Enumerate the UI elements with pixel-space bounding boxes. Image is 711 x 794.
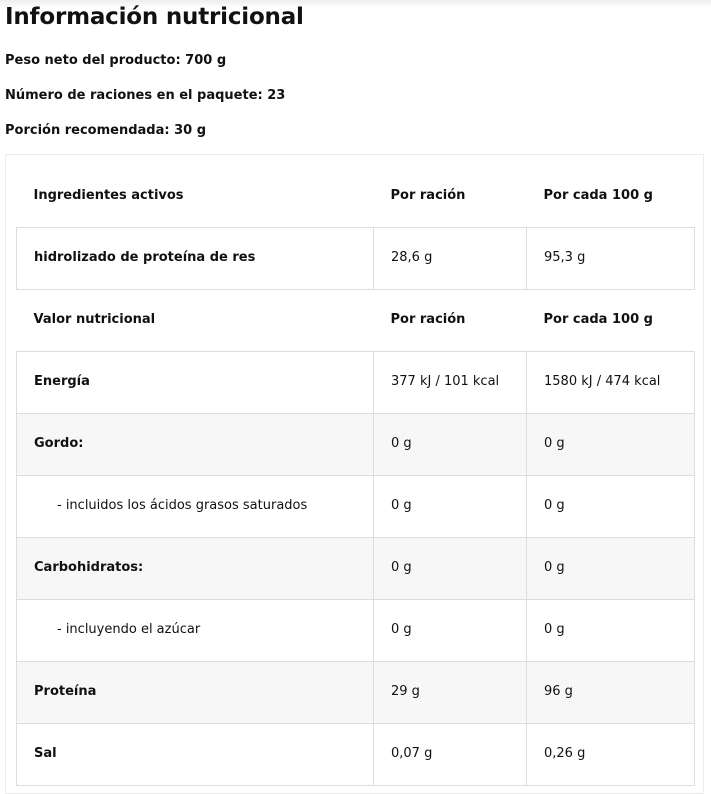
active-ingredients-header-row	[17, 165, 695, 227]
servings-count: Número de raciones en el paquete: 23	[5, 88, 286, 103]
per-100g-value: 0 g	[527, 537, 695, 599]
per-100g-value: 0,26 g	[527, 723, 695, 785]
table-row	[17, 661, 695, 723]
per-serving-value: 28,6 g	[374, 227, 527, 289]
net-weight: Peso neto del producto: 700 g	[5, 53, 227, 68]
nutrient-name: Energía	[17, 351, 374, 413]
ingredient-name: hidrolizado de proteína de res	[17, 227, 374, 289]
per-serving-value: 0 g	[374, 599, 527, 661]
table-row	[17, 723, 695, 785]
per-100g-value: 0 g	[527, 475, 695, 537]
header-cell: Valor nutricional	[33, 312, 156, 327]
per-serving-value: 0 g	[374, 475, 527, 537]
nutrient-name: Sal	[17, 723, 374, 785]
nutrition-header-row	[17, 289, 695, 351]
per-serving-value: 0,07 g	[374, 723, 527, 785]
nutrition-table	[16, 165, 695, 786]
header-cell: Por ración	[390, 312, 466, 327]
nutrient-subitem-name: - incluyendo el azúcar	[17, 599, 374, 661]
recommended-portion: Porción recomendada: 30 g	[5, 123, 207, 138]
header-cell: Por cada 100 g	[543, 312, 653, 327]
header-cell: Por ración	[390, 187, 466, 203]
header-cell: Ingredientes activos	[33, 187, 184, 203]
page-title: Información nutricional	[5, 4, 304, 30]
per-100g-value: 0 g	[527, 413, 695, 475]
per-100g-value: 95,3 g	[527, 227, 695, 289]
per-serving-value: 0 g	[374, 413, 527, 475]
nutrient-name: Carbohidratos:	[17, 537, 374, 599]
per-100g-value: 96 g	[527, 661, 695, 723]
header-cell: Por cada 100 g	[543, 187, 653, 203]
table-row	[17, 227, 695, 289]
nutrient-name: Proteína	[17, 661, 374, 723]
per-100g-value: 0 g	[527, 599, 695, 661]
per-serving-value: 0 g	[374, 537, 527, 599]
table-row	[17, 351, 695, 413]
nutrient-name: Gordo:	[17, 413, 374, 475]
table-row	[17, 475, 695, 537]
per-serving-value: 29 g	[374, 661, 527, 723]
per-serving-value: 377 kJ / 101 kcal	[374, 351, 527, 413]
nutrient-subitem-name: - incluidos los ácidos grasos saturados	[17, 475, 374, 537]
table-row	[17, 599, 695, 661]
per-100g-value: 1580 kJ / 474 kcal	[527, 351, 695, 413]
table-row	[17, 537, 695, 599]
table-row	[17, 413, 695, 475]
